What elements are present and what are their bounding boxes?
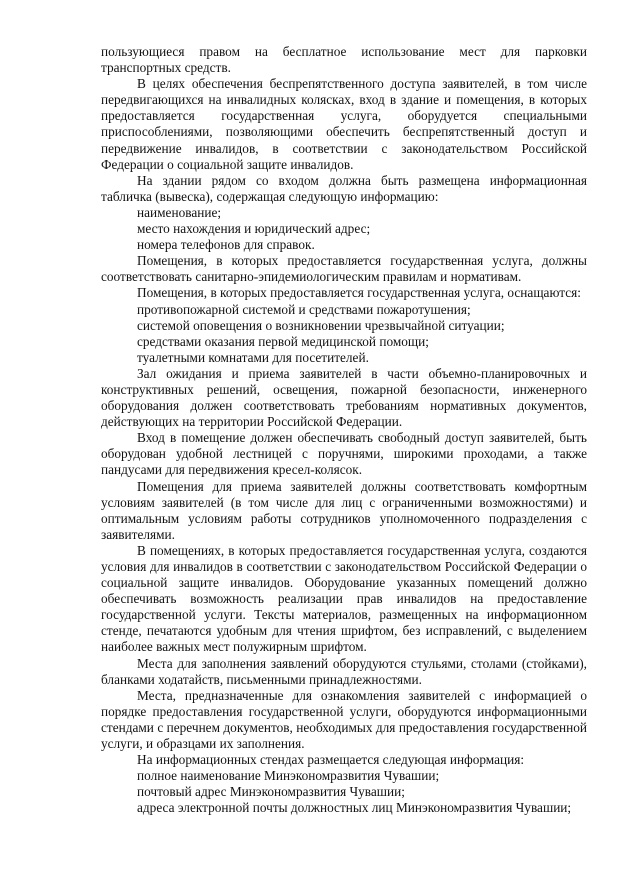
paragraph: пользующиеся правом на бесплатное использование мест для парковки транспортных средств.	[101, 44, 587, 76]
paragraph: В помещениях, в которых предоставляется государственная услуга, создаются условия для инвалидов в соответствии с законодательством Российской Федерации о социальной защите инвалидов. Оборудование указанных помещений должно обеспечивать возможность реализации прав инвалидов на предоставление государственной услуги. Тексты материалов, размещенных на информационном стенде, печатаются удобным для чтения шрифтом, без исправлений, с выделением наиболее важных мест полужирным шрифтом.	[101, 542, 587, 655]
paragraph: Помещения, в которых предоставляется государственная услуга, должны соответствовать санитарно-эпидемиологическим правилам и нормативам.	[101, 253, 587, 285]
paragraph: На здании рядом со входом должна быть размещена информационная табличка (вывеска), содержащая следующую информацию:	[101, 172, 587, 204]
paragraph: Помещения, в которых предоставляется государственная услуга, оснащаются:	[137, 285, 581, 301]
list-item: адреса электронной почты должностных лиц Минэкономразвития Чувашии;	[137, 800, 572, 816]
list-item: место нахождения и юридический адрес;	[137, 221, 371, 237]
paragraph: Вход в помещение должен обеспечивать свободный доступ заявителей, быть оборудован удобной лестницей с поручнями, широкими проходами, а также пандусами для передвижения кресел-колясок.	[101, 430, 587, 478]
list-item: противопожарной системой и средствами пожаротушения;	[137, 301, 471, 317]
list-item: системой оповещения о возникновении чрезвычайной ситуации;	[137, 317, 505, 333]
document-page	[101, 44, 587, 817]
list-item: средствами оказания первой медицинской помощи;	[137, 333, 429, 349]
list-item: полное наименование Минэкономразвития Чувашии;	[137, 768, 440, 784]
list-item: почтовый адрес Минэкономразвития Чувашии;	[137, 784, 405, 800]
paragraph: Места для заполнения заявлений оборудуются стульями, столами (стойками), бланками ходатайств, письменными принадлежностями.	[101, 655, 587, 687]
paragraph: Места, предназначенные для ознакомления заявителей с информацией о порядке предоставления государственной услуги, оборудуются информационными стендами с перечнем документов, необходимых для предоставления государственной услуги, и образцами их заполнения.	[101, 687, 587, 752]
paragraph: В целях обеспечения беспрепятственного доступа заявителей, в том числе передвигающихся на инвалидных колясках, вход в здание и помещения, в которых предоставляется государственная услуга, оборудуется специальными приспособлениями, позволяющими обеспечить беспрепятственный доступ и передвижение инвалидов, в соответствии с законодательством Российской Федерации о социальной защите инвалидов.	[101, 76, 587, 172]
list-item: номера телефонов для справок.	[137, 237, 315, 253]
list-item: туалетными комнатами для посетителей.	[137, 349, 369, 365]
paragraph: Помещения для приема заявителей должны соответствовать комфортным условиям заявителей (в том числе для лиц с ограниченными возможностями) и оптимальным условиям работы сотрудников уполномоченного подразделения с заявителями.	[101, 478, 587, 542]
paragraph: Зал ожидания и приема заявителей в части объемно-планировочных и конструктивных решений, освещения, пожарной безопасности, инженерного оборудования должен соответствовать требованиям нормативных документов, действующих на территории Российской Федерации.	[101, 365, 587, 430]
list-item: наименование;	[137, 204, 222, 220]
paragraph: На информационных стендах размещается следующая информация:	[137, 752, 525, 768]
